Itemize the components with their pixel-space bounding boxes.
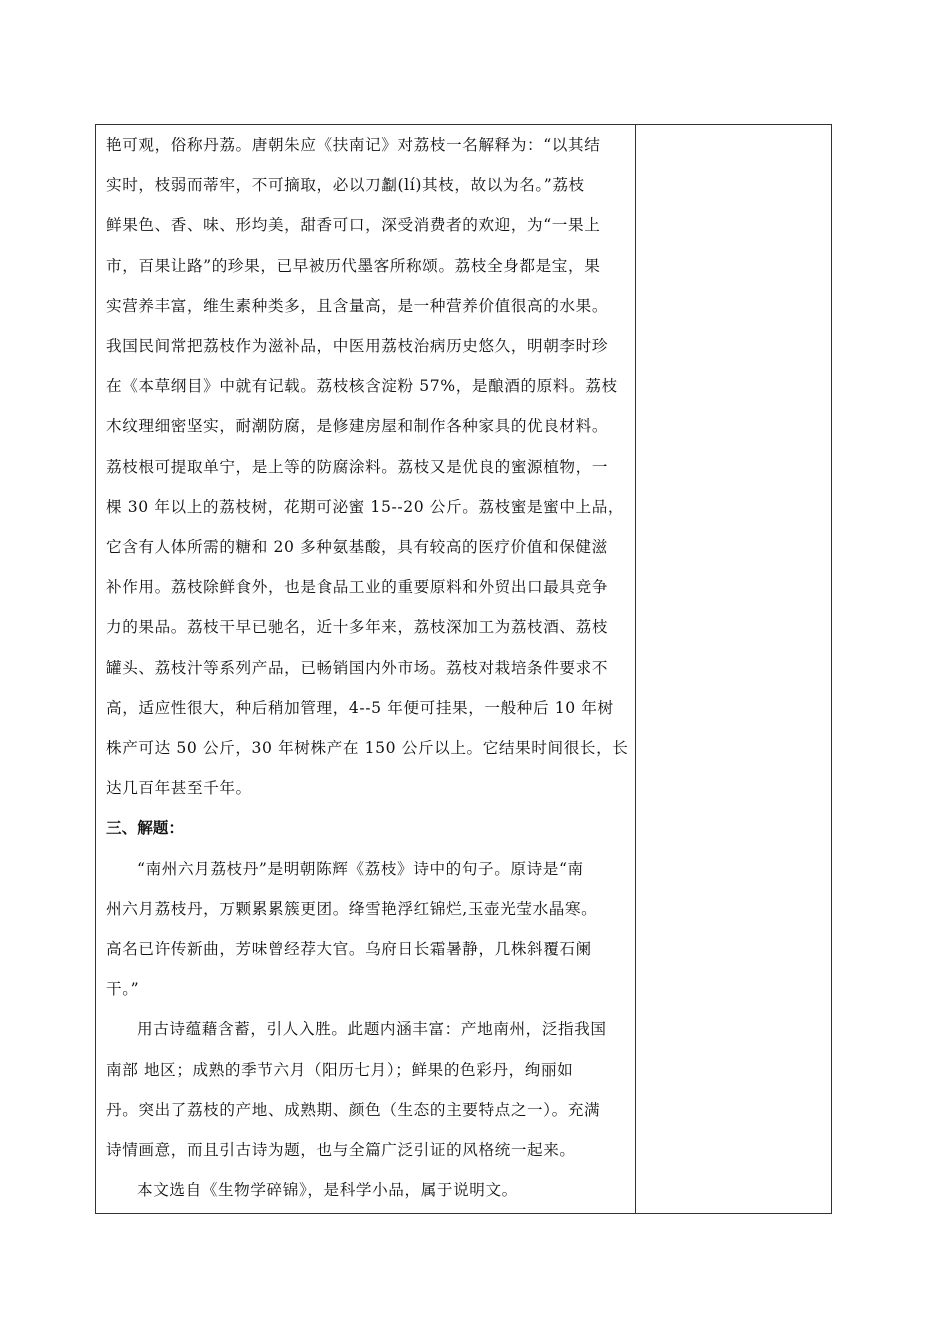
text-line: 市，百果让路”的珍果，已早被历代墨客所称颂。荔枝全身都是宝，果 [106, 256, 601, 275]
text-line: 鲜果色、香、味、形均美，甜香可口，深受消费者的欢迎，为“一果上 [106, 216, 601, 235]
text-line: 株产可达 50 公斤，30 年树株产在 150 公斤以上。它结果时间很长，长 [106, 739, 629, 758]
text-line: 州六月荔枝丹，万颗累累簇更团。绛雪艳浮红锦烂,玉壶光莹水晶寒。 [106, 899, 598, 918]
text-line: 用古诗蕴藉含蓄，引人入胜。此题内涵丰富：产地南州，泛指我国 [137, 1020, 607, 1039]
text-line: 丹。突出了荔枝的产地、成熟期、颜色（生态的主要特点之一）。充满 [106, 1100, 601, 1119]
text-line: 在《本草纲目》中就有记载。荔枝核含淀粉 57%，是酿酒的原料。荔枝 [106, 377, 618, 396]
text-line: 罐头、荔枝汁等系列产品，已畅销国内外市场。荔枝对栽培条件要求不 [106, 658, 609, 677]
text-line: “南州六月荔枝丹”是明朝陈辉《荔枝》诗中的句子。原诗是“南 [137, 859, 584, 878]
paragraph-title-analysis [106, 1009, 630, 1170]
text-line: 我国民间常把荔枝作为滋补品，中医用荔枝治病历史悠久，明朝李时珍 [106, 337, 609, 356]
text-line: 实营养丰富，维生素种类多，且含量高，是一种营养价值很高的水果。 [106, 296, 609, 315]
text-line: 力的果品。荔枝干早已驰名，近十多年来，荔枝深加工为荔枝酒、荔枝 [106, 618, 609, 637]
text-line: 它含有人体所需的糖和 20 多种氨基酸，具有较高的医疗价值和保健滋 [106, 538, 608, 557]
text-line: 棵 30 年以上的荔枝树，花期可泌蜜 15--20 公斤。荔枝蜜是蜜中上品， [106, 497, 625, 516]
text-line: 本文选自《生物学碎锦》，是科学小品，属于说明文。 [137, 1181, 518, 1200]
section-heading: 三、解题： [106, 818, 184, 838]
content-table [95, 124, 832, 1214]
text-line: 补作用。荔枝除鲜食外，也是食品工业的重要原料和外贸出口最具竞争 [106, 578, 609, 597]
column-divider [635, 125, 636, 1213]
left-column-cell [106, 125, 630, 1210]
text-line: 南部 地区；成熟的季节六月（阳历七月）；鲜果的色彩丹，绚丽如 [106, 1060, 574, 1079]
text-line: 高，适应性很大，种后稍加管理，4--5 年便可挂果，一般种后 10 年树 [106, 698, 614, 717]
text-line: 干。” [106, 980, 140, 999]
right-column-cell [637, 125, 831, 1213]
text-line: 高名已许传新曲，芳味曾经荐大官。乌府日长霜暑静，几株斜覆石阑 [106, 940, 592, 959]
paragraph-source-note [106, 1170, 630, 1210]
paragraph-lychee-description [106, 125, 630, 808]
text-line: 实时，枝弱而蒂牢，不可摘取，必以刀劙(lí)其枝，故以为名。”荔枝 [106, 176, 585, 195]
text-line: 达几百年甚至千年。 [106, 779, 252, 798]
text-line: 木纹理细密坚实，耐潮防腐，是修建房屋和制作各种家具的优良材料。 [106, 417, 609, 436]
text-line: 艳可观，俗称丹荔。唐朝朱应《扶南记》对荔枝一名解释为：“以其结 [106, 136, 601, 154]
text-line: 荔枝根可提取单宁，是上等的防腐涂料。荔枝又是优良的蜜源植物，一 [106, 457, 609, 476]
text-line: 诗情画意，而且引古诗为题，也与全篇广泛引证的风格统一起来。 [106, 1141, 576, 1160]
paragraph-title-explanation [106, 849, 630, 1010]
